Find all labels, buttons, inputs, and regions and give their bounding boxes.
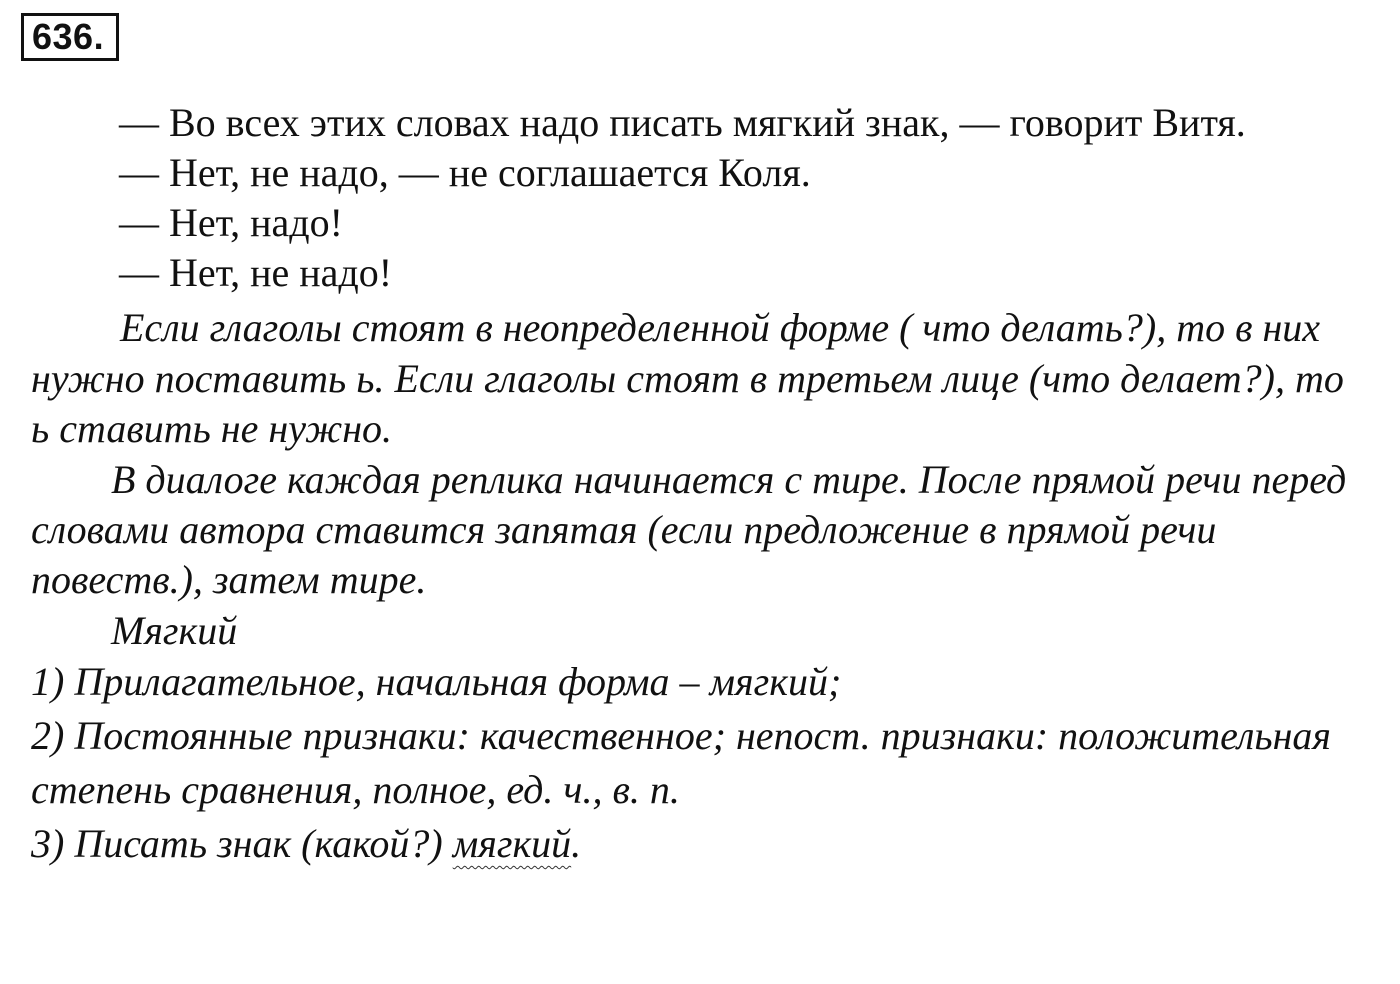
dialogue-line: — Нет, не надо! — [119, 250, 393, 295]
punctuation-line: повеств.), затем тире. — [31, 557, 427, 602]
analysis-item: степень сравнения, полное, ед. ч., в. п. — [31, 767, 680, 812]
punctuation-line: В диалоге каждая реплика начинается с тире. После прямой речи перед — [111, 457, 1347, 502]
punctuation-line: словами автора ставится запятая (если предложение в прямой речи — [31, 507, 1217, 552]
rule-line: ь ставить не нужно. — [31, 406, 393, 451]
rule-line: нужно поставить ь. Если глаголы стоят в третьем лице (что делает?), то — [31, 356, 1344, 401]
analysis-item: 2) Постоянные признаки: качественное; непост. признаки: положительная — [31, 713, 1332, 758]
analysis-item — [31, 820, 581, 868]
underlined-word: мягкий — [452, 821, 572, 866]
dialogue-line: — Нет, надо! — [119, 200, 343, 245]
rule-line: Если глаголы стоят в неопределенной форме ( что делать?), то в них — [120, 305, 1321, 350]
analysis-item-text: 3) Писать знак (какой?) — [31, 821, 453, 866]
dialogue-line: — Во всех этих словах надо писать мягкий знак, — говорит Витя. — [119, 100, 1246, 145]
task-number: 636. — [21, 13, 119, 61]
analysis-item-end: . — [571, 821, 582, 866]
dialogue-line: — Нет, не надо, — не соглашается Коля. — [119, 150, 811, 195]
analysis-word: Мягкий — [111, 608, 238, 653]
analysis-item: 1) Прилагательное, начальная форма – мягкий; — [31, 659, 842, 704]
